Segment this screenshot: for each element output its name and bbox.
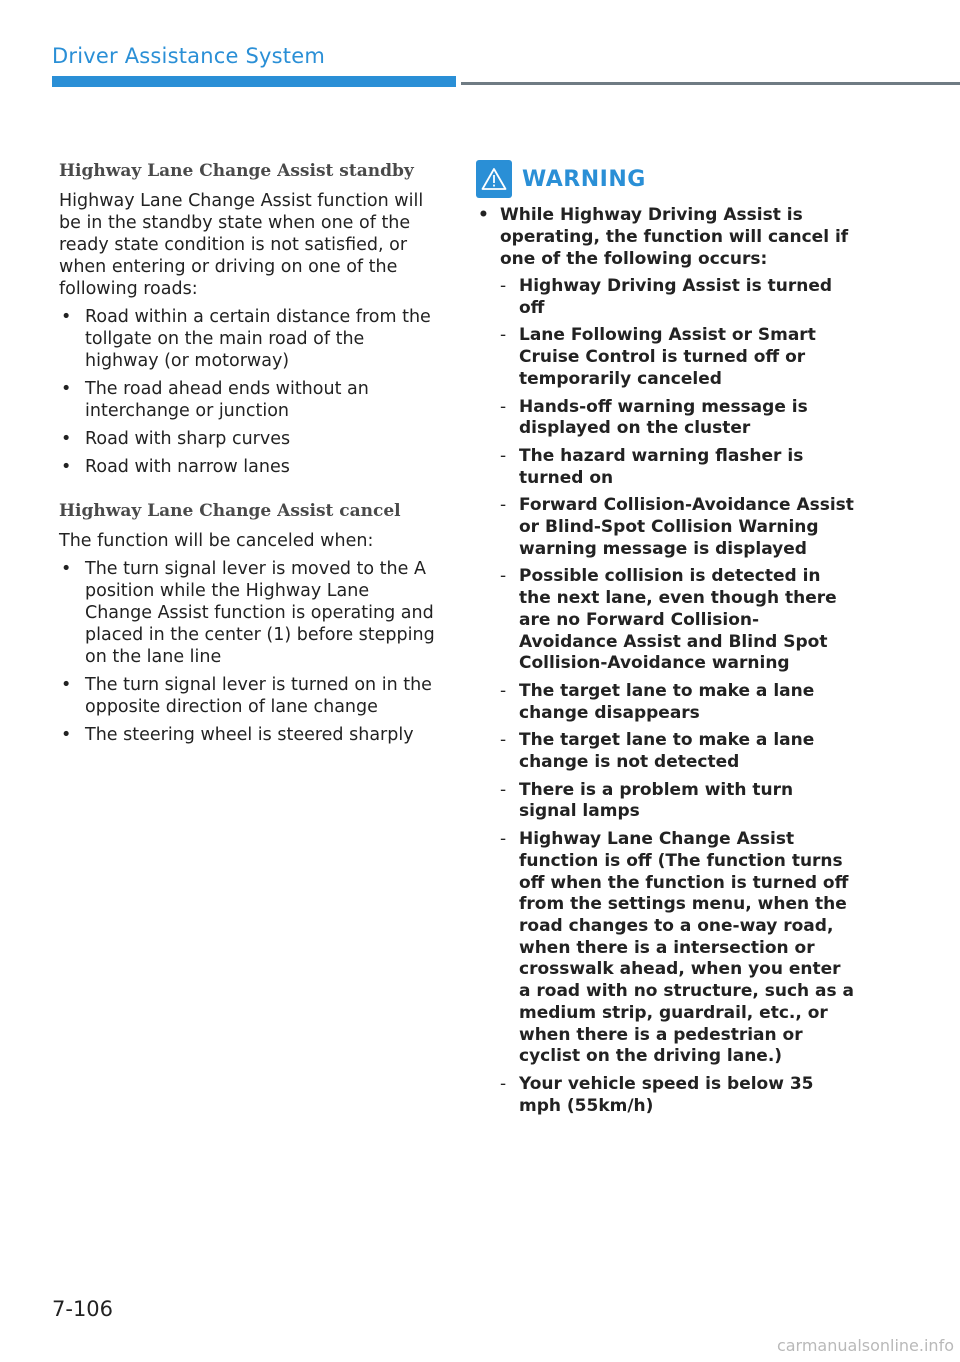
- list-item-text: There is a problem with turn signal lamps: [519, 779, 794, 822]
- dash-icon: -: [500, 829, 507, 850]
- warning-bullet: [476, 204, 856, 270]
- section-title: Driver Assistance System: [52, 44, 325, 68]
- list-item: [476, 730, 856, 773]
- list-item-text: The hazard warning flasher is turned on: [519, 445, 804, 488]
- dash-icon: -: [500, 680, 507, 701]
- standby-list: [59, 306, 439, 478]
- list-item: [59, 674, 439, 718]
- list-item: [476, 829, 856, 1068]
- list-item: [476, 276, 856, 319]
- bullet-icon: •: [61, 429, 72, 449]
- list-item: [59, 558, 439, 668]
- dash-icon: -: [500, 730, 507, 751]
- bullet-icon: •: [61, 675, 72, 695]
- standby-heading: Highway Lane Change Assist standby: [59, 161, 414, 181]
- list-item: [476, 780, 856, 823]
- cancel-heading: Highway Lane Change Assist cancel: [59, 501, 401, 521]
- list-item-text: Lane Following Assist or Smart Cruise Control is turned off or temporarily canceled: [519, 325, 816, 389]
- list-item-text: The target lane to make a lane change is not detected: [519, 730, 815, 773]
- list-item: [476, 446, 856, 489]
- list-item: [476, 325, 856, 390]
- bullet-icon: •: [61, 457, 72, 477]
- list-item: [59, 724, 439, 746]
- list-item: [476, 397, 856, 440]
- warning-header: [476, 160, 856, 198]
- watermark: carmanualsonline.info: [776, 1336, 954, 1355]
- list-item: [59, 378, 439, 422]
- dash-icon: -: [500, 779, 507, 800]
- warning-title: WARNING: [522, 166, 646, 192]
- bullet-icon: •: [61, 725, 72, 745]
- list-item-text: Road with narrow lanes: [85, 457, 290, 477]
- header-rule-accent: [52, 76, 456, 87]
- list-item-text: Possible collision is detected in the next lane, even though there are no Forward Collision-Avoidance Assist and Blind Spot Collision-Avoidance warning: [519, 566, 837, 674]
- bullet-icon: •: [61, 559, 72, 579]
- list-item-text: Highway Driving Assist is turned off: [519, 276, 833, 318]
- list-item: [59, 306, 439, 372]
- warning-box: [476, 160, 856, 1123]
- dash-icon: -: [500, 396, 507, 417]
- list-item-text: Your vehicle speed is below 35 mph (55km/h): [519, 1073, 814, 1116]
- page-number: 7-106: [52, 1297, 114, 1321]
- list-item: [476, 681, 856, 724]
- dash-icon: -: [500, 325, 507, 346]
- list-item: [476, 1074, 856, 1117]
- list-item-text: The steering wheel is steered sharply: [85, 725, 414, 745]
- left-column: [59, 160, 439, 746]
- list-item: [59, 428, 439, 450]
- list-item-text: The turn signal lever is turned on in the opposite direction of lane change: [85, 675, 432, 717]
- bullet-icon: •: [61, 307, 72, 327]
- list-item-text: The target lane to make a lane change disappears: [519, 680, 815, 723]
- dash-icon: -: [500, 445, 507, 466]
- list-item-text: The road ahead ends without an interchange or junction: [85, 379, 369, 421]
- standby-intro: Highway Lane Change Assist function will be in the standby state when one of the ready state condition is not satisfied, or when entering or driving on one of the following roads:: [59, 191, 424, 299]
- bullet-icon: •: [478, 205, 489, 225]
- cancel-list: [59, 558, 439, 746]
- warning-triangle-icon: [476, 160, 512, 198]
- cancel-intro: The function will be canceled when:: [59, 531, 374, 551]
- header-rule: [461, 82, 960, 85]
- dash-icon: -: [500, 276, 507, 296]
- list-item: [476, 495, 856, 560]
- list-item-text: The turn signal lever is moved to the A position while the Highway Lane Change Assist function is operating and placed in the center (1) before stepping on the lane line: [85, 559, 435, 667]
- list-item-text: Road with sharp curves: [85, 429, 291, 449]
- bullet-icon: •: [61, 379, 72, 399]
- list-item-text: Highway Lane Change Assist function is off (The function turns off when the function is turned off from the settings menu, when the road changes to a one-way road, when there is a intersection or crosswalk ahead, when you enter a road with no structure, such as a medium strip, guardrail, etc., or when there is a pedestrian or cyclist on the driving lane.): [519, 829, 855, 1067]
- warning-list: [476, 276, 856, 1117]
- warning-bullet-text: While Highway Driving Assist is operating, the function will cancel if one of the following occurs:: [500, 205, 849, 269]
- list-item: [476, 566, 856, 675]
- dash-icon: -: [500, 566, 507, 587]
- dash-icon: -: [500, 1073, 507, 1094]
- list-item-text: Road within a certain distance from the tollgate on the main road of the highway (or motorway): [85, 307, 431, 371]
- list-item-text: Hands-off warning message is displayed on the cluster: [519, 396, 808, 439]
- dash-icon: -: [500, 495, 507, 516]
- list-item: [59, 456, 439, 478]
- list-item-text: Forward Collision-Avoidance Assist or Blind-Spot Collision Warning warning message is displayed: [519, 495, 854, 559]
